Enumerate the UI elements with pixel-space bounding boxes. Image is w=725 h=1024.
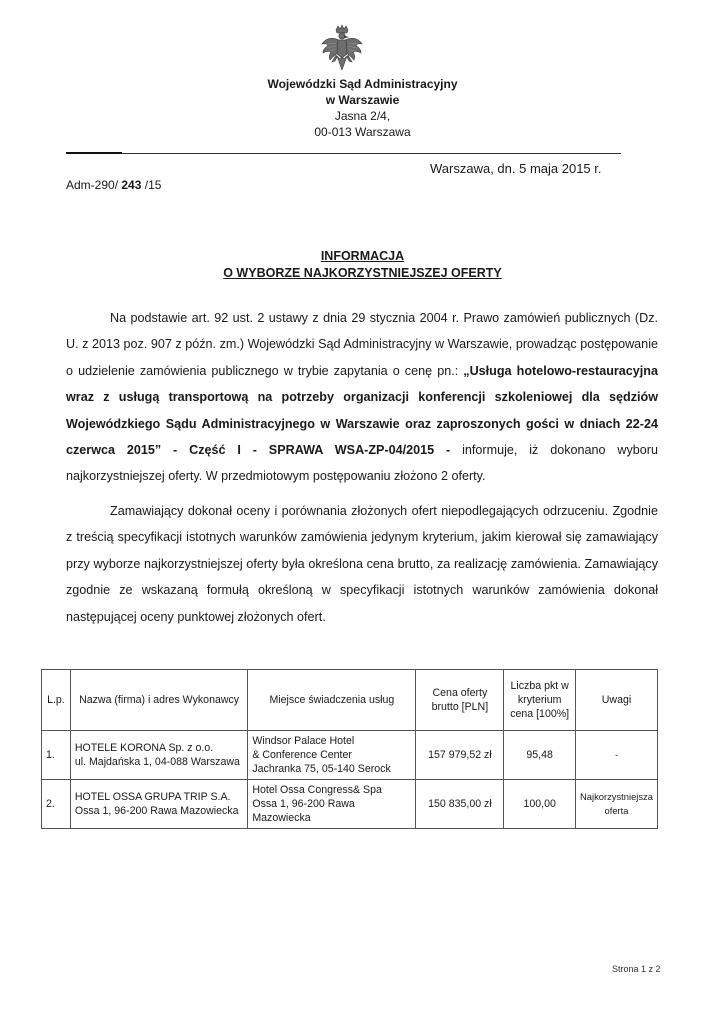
document-title: INFORMACJA — [320, 249, 405, 263]
place-line: Windsor Palace Hotel — [252, 735, 355, 747]
row-place — [248, 780, 416, 829]
table-row — [42, 731, 658, 780]
address-postal: 00-013 Warszawa — [314, 125, 411, 139]
header-price: Cena oferty brutto [PLN] — [416, 670, 504, 731]
row-points: 100,00 — [504, 780, 576, 829]
reference-suffix: /15 — [141, 178, 162, 192]
polish-eagle-emblem-icon — [318, 24, 366, 72]
row-notes: - — [576, 731, 658, 780]
contractor-address: ul. Majdańska 1, 04-088 Warszawa — [74, 756, 240, 768]
row-place — [248, 731, 416, 780]
paragraph-outro: informuje, iż dokonano wyboru najkorzystniejszej oferty. W przedmiotowym postępowaniu złożono 2 oferty. — [66, 443, 659, 484]
header-points: Liczba pkt w kryterium cena [100%] — [504, 670, 576, 731]
place-line: Ossa 1, 96-200 Rawa Mazowiecka — [252, 798, 355, 824]
row-price: 157 979,52 zł — [416, 731, 504, 780]
procurement-subject: „Usługa hotelowo-restauracyjna wraz z usługą transportową na potrzeby organizacji konferencji szkoleniowej dla sędziów Wojewódzkiego Sądu Administracyjnego w Warszawie oraz zaproszonych gości w dniach 22-24 czerwca 2015” - Część I - SPRAWA WSA-ZP-04/2015 - — [66, 363, 659, 458]
row-lp: 2. — [42, 780, 71, 829]
paragraph-legal-basis — [66, 305, 658, 490]
contractor-name: HOTELE KORONA Sp. z o.o. — [74, 742, 214, 754]
paragraph-intro: Na podstawie art. 92 ust. 2 ustawy z dnia 29 stycznia 2004 r. Prawo zamówień publicznych (Dz. U. z 2013 poz. 907 z późn. zm.) Wojewódzki Sąd Administracyjny w Warszawie, prowadząc postępowanie o udzielenie zamówienia publicznego w trybie zapytania o cenę pn.: — [66, 311, 658, 378]
place-line: Hotel Ossa Congress& Spa — [252, 784, 382, 796]
notes-line: Najkorzystniejsza — [580, 791, 653, 802]
paragraph-evaluation: Zamawiający dokonał oceny i porównania złożonych ofert niepodlegających odrzuceniu. Zgodnie z treścią specyfikacji istotnych warunków zamówienia jedynym kryterium, jakim kierował się zamawiający przy wyborze najkorzystniejszej oferty była określona cena brutto, za realizację zamówienia. Zamawiający zgodnie ze wskazaną formułą określoną w specyfikacji istotnych warunków zamówienia dokonał następującej oceny punktowej złożonych ofert. — [66, 504, 658, 624]
header-lp: L.p. — [42, 670, 71, 731]
row-price: 150 835,00 zł — [416, 780, 504, 829]
document-date: Warszawa, dn. 5 maja 2015 r. — [430, 161, 602, 176]
header-notes: Uwagi — [576, 670, 658, 731]
reference-number — [66, 178, 161, 192]
header-name: Nazwa (firma) i adres Wykonawcy — [70, 670, 248, 731]
page-number: Strona 1 z 2 — [612, 964, 661, 974]
contractor-address: Ossa 1, 96-200 Rawa Mazowiecka — [74, 805, 239, 817]
institution-city: w Warszawie — [325, 93, 400, 107]
reference-number-bold: 243 — [121, 178, 142, 192]
header-divider-accent — [66, 152, 122, 154]
row-contractor — [70, 731, 248, 780]
row-lp: 1. — [42, 731, 71, 780]
reference-prefix: Adm-290/ — [66, 178, 119, 192]
contractor-name: HOTEL OSSA GRUPA TRIP S.A. — [74, 791, 231, 803]
place-line: & Conference Center — [252, 749, 352, 761]
place-line: Jachranka 75, 05-140 Serock — [252, 763, 391, 775]
table-header-row — [42, 670, 658, 731]
document-subtitle: O WYBORZE NAJKORZYSTNIEJSZEJ OFERTY — [223, 266, 502, 280]
row-contractor — [70, 780, 248, 829]
row-points: 95,48 — [504, 731, 576, 780]
header-divider — [66, 153, 621, 154]
address-street: Jasna 2/4, — [334, 109, 391, 123]
offers-table — [41, 669, 658, 829]
table-row — [42, 780, 658, 829]
header-place: Miejsce świadczenia usług — [248, 670, 416, 731]
institution-name: Wojewódzki Sąd Administracyjny — [267, 77, 458, 91]
row-notes — [576, 780, 658, 829]
notes-line: oferta — [604, 805, 629, 816]
